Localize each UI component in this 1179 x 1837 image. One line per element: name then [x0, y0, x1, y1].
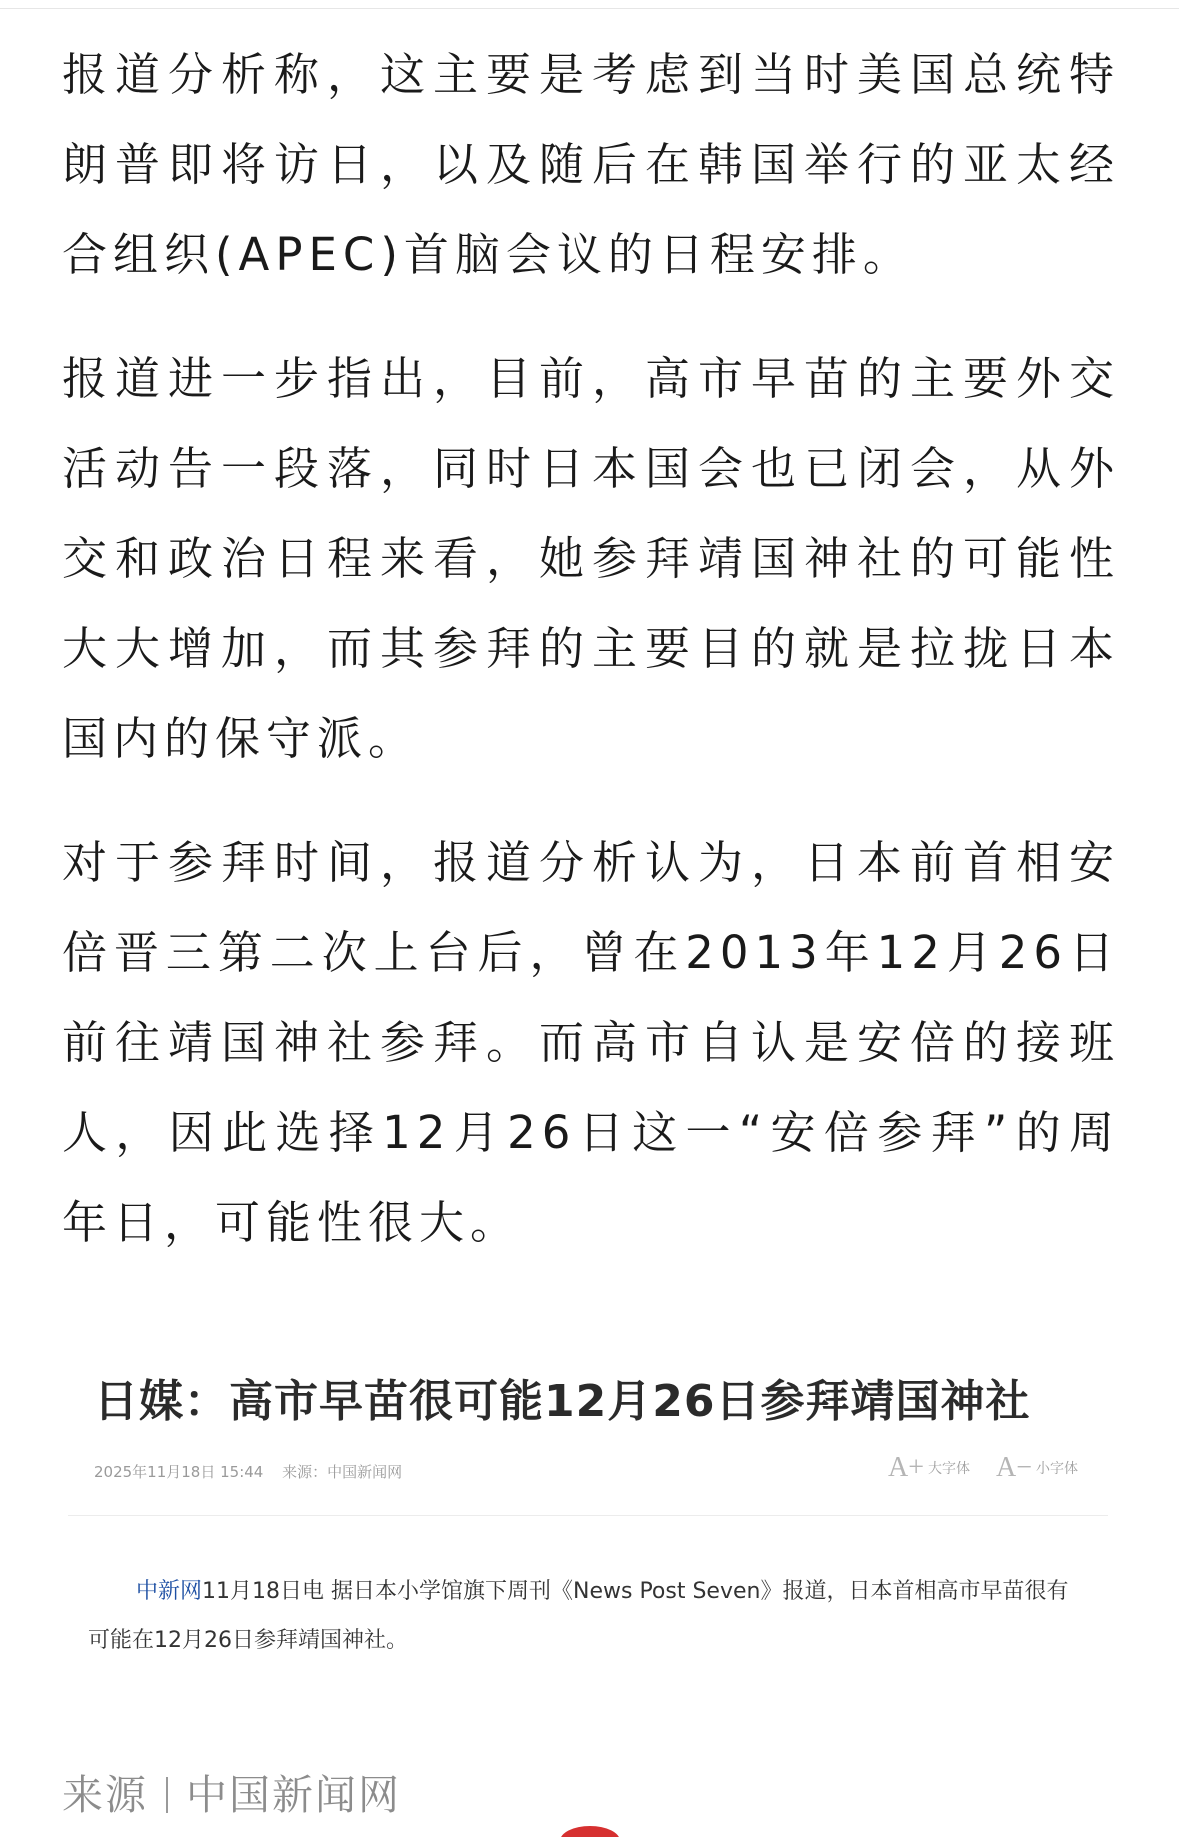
top-divider: [0, 8, 1179, 9]
embed-divider: [68, 1515, 1108, 1516]
font-larger-label: 大字体: [927, 1461, 970, 1477]
font-smaller-icon: A−: [995, 1452, 1032, 1483]
article-paragraph-3: 对于参拜时间，报道分析认为，日本前首相安倍晋三第二次上台后，曾在2013年12月26日前往靖国神社参拜。而高市自认是安倍的接班人，因此选择12月26日这一“安倍参拜”的周年日，可能性很大。: [62, 836, 1120, 1249]
article-paragraph-1: 报道分析称，这主要是考虑到当时美国总统特朗普即将访日，以及随后在韩国举行的亚太经合组织(APEC)首脑会议的日程安排。: [62, 48, 1120, 281]
source-name: 中国新闻网: [186, 1771, 401, 1819]
article-paragraph-2: 报道进一步指出，目前，高市早苗的主要外交活动告一段落，同时日本国会也已闭会，从外交和政治日程来看，她参拜靖国神社的可能性大大增加，而其参拜的主要目的就是拉拢日本国内的保守派。: [62, 352, 1120, 765]
embed-body-text: 11月18日电 据日本小学馆旗下周刊《News Post Seven》报道，日本首相高市早苗很有可能在12月26日参拜靖国神社。: [88, 1579, 1069, 1653]
embed-lead-paragraph: [88, 1567, 1088, 1665]
font-larger-button[interactable]: [888, 1453, 970, 1483]
embed-source: 来源：中国新闻网: [282, 1463, 403, 1481]
embedded-news-screenshot: [68, 1345, 1108, 1685]
font-smaller-button[interactable]: [996, 1453, 1078, 1483]
font-size-controls: [888, 1453, 1078, 1483]
embed-meta: [94, 1461, 416, 1482]
embed-headline: 日媒：高市早苗很可能12月26日参拜靖国神社: [94, 1376, 1031, 1427]
embed-source-link[interactable]: 中新网: [136, 1579, 203, 1604]
source-prefix: 来源: [62, 1771, 148, 1819]
source-separator: [166, 1777, 168, 1813]
bottom-red-element: [560, 1826, 620, 1837]
article-body: [62, 30, 1120, 1302]
article-source: [62, 1762, 401, 1821]
font-larger-icon: A+: [887, 1452, 924, 1483]
embed-date: 2025年11月18日 15:44: [94, 1463, 264, 1481]
font-smaller-label: 小字体: [1036, 1461, 1078, 1477]
